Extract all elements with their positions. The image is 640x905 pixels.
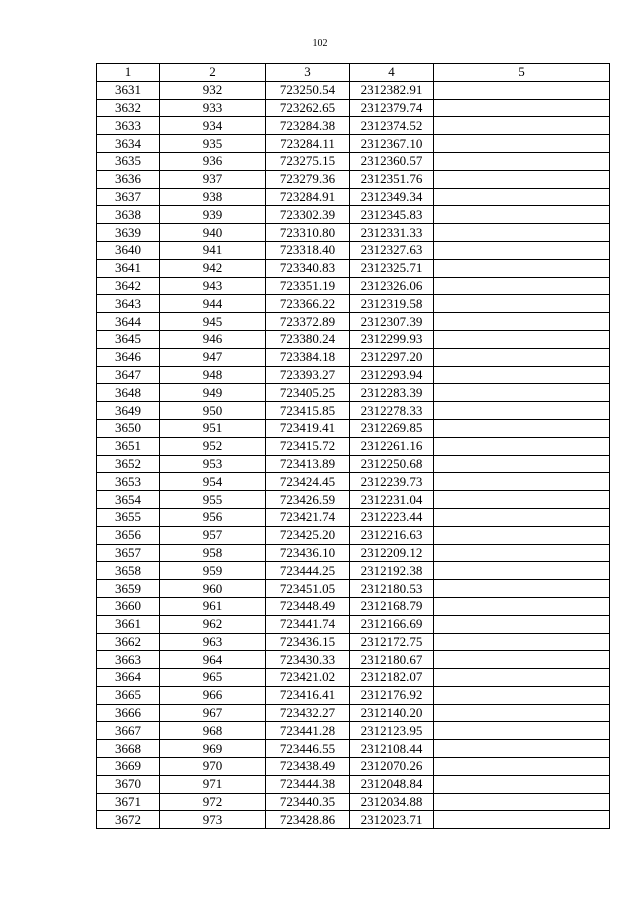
x-coordinate-cell: 723436.15 (266, 633, 350, 651)
note-cell (434, 758, 610, 776)
note-cell (434, 241, 610, 259)
x-coordinate-cell: 723441.28 (266, 722, 350, 740)
table-row (97, 188, 610, 206)
table-row (97, 330, 610, 348)
y-coordinate-cell: 2312367.10 (350, 135, 434, 153)
note-cell (434, 775, 610, 793)
table-row (97, 633, 610, 651)
row-number-cell: 3645 (97, 330, 160, 348)
y-coordinate-cell: 2312269.85 (350, 419, 434, 437)
note-cell (434, 473, 610, 491)
row-number-cell: 3660 (97, 597, 160, 615)
note-cell (434, 686, 610, 704)
point-number-cell: 945 (160, 313, 266, 331)
table-body (97, 81, 610, 828)
note-cell (434, 419, 610, 437)
x-coordinate-cell: 723419.41 (266, 419, 350, 437)
x-coordinate-cell: 723366.22 (266, 295, 350, 313)
note-cell (434, 330, 610, 348)
point-number-cell: 953 (160, 455, 266, 473)
table-row (97, 473, 610, 491)
y-coordinate-cell: 2312327.63 (350, 241, 434, 259)
note-cell (434, 793, 610, 811)
y-coordinate-cell: 2312326.06 (350, 277, 434, 295)
row-number-cell: 3639 (97, 224, 160, 242)
y-coordinate-cell: 2312307.39 (350, 313, 434, 331)
point-number-cell: 941 (160, 241, 266, 259)
point-number-cell: 943 (160, 277, 266, 295)
x-coordinate-cell: 723275.15 (266, 152, 350, 170)
y-coordinate-cell: 2312351.76 (350, 170, 434, 188)
table-row (97, 491, 610, 509)
x-coordinate-cell: 723310.80 (266, 224, 350, 242)
x-coordinate-cell: 723318.40 (266, 241, 350, 259)
table-row (97, 437, 610, 455)
point-number-cell: 944 (160, 295, 266, 313)
y-coordinate-cell: 2312250.68 (350, 455, 434, 473)
table-row (97, 580, 610, 598)
x-coordinate-cell: 723279.36 (266, 170, 350, 188)
table-row (97, 508, 610, 526)
y-coordinate-cell: 2312261.16 (350, 437, 434, 455)
row-number-cell: 3638 (97, 206, 160, 224)
x-coordinate-cell: 723302.39 (266, 206, 350, 224)
table-row (97, 793, 610, 811)
row-number-cell: 3646 (97, 348, 160, 366)
table-row (97, 206, 610, 224)
row-number-cell: 3636 (97, 170, 160, 188)
table-row (97, 704, 610, 722)
row-number-cell: 3632 (97, 99, 160, 117)
y-coordinate-cell: 2312108.44 (350, 740, 434, 758)
y-coordinate-cell: 2312166.69 (350, 615, 434, 633)
note-cell (434, 437, 610, 455)
row-number-cell: 3642 (97, 277, 160, 295)
table-row (97, 651, 610, 669)
x-coordinate-cell: 723284.38 (266, 117, 350, 135)
table-row (97, 295, 610, 313)
x-coordinate-cell: 723351.19 (266, 277, 350, 295)
point-number-cell: 949 (160, 384, 266, 402)
y-coordinate-cell: 2312283.39 (350, 384, 434, 402)
y-coordinate-cell: 2312231.04 (350, 491, 434, 509)
note-cell (434, 722, 610, 740)
table-row (97, 384, 610, 402)
note-cell (434, 740, 610, 758)
row-number-cell: 3653 (97, 473, 160, 491)
x-coordinate-cell: 723425.20 (266, 526, 350, 544)
y-coordinate-cell: 2312331.33 (350, 224, 434, 242)
y-coordinate-cell: 2312123.95 (350, 722, 434, 740)
row-number-cell: 3668 (97, 740, 160, 758)
row-number-cell: 3651 (97, 437, 160, 455)
column-header-1: 1 (97, 64, 160, 82)
note-cell (434, 544, 610, 562)
x-coordinate-cell: 723430.33 (266, 651, 350, 669)
x-coordinate-cell: 723421.74 (266, 508, 350, 526)
point-number-cell: 950 (160, 402, 266, 420)
table-row (97, 722, 610, 740)
y-coordinate-cell: 2312070.26 (350, 758, 434, 776)
column-header-5: 5 (434, 64, 610, 82)
table-row (97, 135, 610, 153)
note-cell (434, 348, 610, 366)
row-number-cell: 3672 (97, 811, 160, 829)
x-coordinate-cell: 723446.55 (266, 740, 350, 758)
y-coordinate-cell: 2312176.92 (350, 686, 434, 704)
row-number-cell: 3634 (97, 135, 160, 153)
y-coordinate-cell: 2312168.79 (350, 597, 434, 615)
row-number-cell: 3649 (97, 402, 160, 420)
x-coordinate-cell: 723436.10 (266, 544, 350, 562)
note-cell (434, 811, 610, 829)
table-row (97, 241, 610, 259)
table-row (97, 277, 610, 295)
point-number-cell: 967 (160, 704, 266, 722)
x-coordinate-cell: 723441.74 (266, 615, 350, 633)
y-coordinate-cell: 2312172.75 (350, 633, 434, 651)
y-coordinate-cell: 2312182.07 (350, 669, 434, 687)
point-number-cell: 966 (160, 686, 266, 704)
table-row (97, 775, 610, 793)
row-number-cell: 3657 (97, 544, 160, 562)
point-number-cell: 948 (160, 366, 266, 384)
table-row (97, 224, 610, 242)
note-cell (434, 455, 610, 473)
note-cell (434, 402, 610, 420)
y-coordinate-cell: 2312299.93 (350, 330, 434, 348)
point-number-cell: 951 (160, 419, 266, 437)
x-coordinate-cell: 723421.02 (266, 669, 350, 687)
point-number-cell: 965 (160, 669, 266, 687)
note-cell (434, 99, 610, 117)
y-coordinate-cell: 2312216.63 (350, 526, 434, 544)
point-number-cell: 973 (160, 811, 266, 829)
x-coordinate-cell: 723405.25 (266, 384, 350, 402)
x-coordinate-cell: 723372.89 (266, 313, 350, 331)
table-row (97, 152, 610, 170)
point-number-cell: 964 (160, 651, 266, 669)
note-cell (434, 295, 610, 313)
table-row (97, 562, 610, 580)
x-coordinate-cell: 723440.35 (266, 793, 350, 811)
note-cell (434, 188, 610, 206)
row-number-cell: 3671 (97, 793, 160, 811)
table-row (97, 455, 610, 473)
point-number-cell: 934 (160, 117, 266, 135)
table-row (97, 615, 610, 633)
y-coordinate-cell: 2312360.57 (350, 152, 434, 170)
table-row (97, 99, 610, 117)
x-coordinate-cell: 723444.25 (266, 562, 350, 580)
row-number-cell: 3656 (97, 526, 160, 544)
y-coordinate-cell: 2312023.71 (350, 811, 434, 829)
x-coordinate-cell: 723424.45 (266, 473, 350, 491)
note-cell (434, 633, 610, 651)
table-row (97, 740, 610, 758)
column-header-3: 3 (266, 64, 350, 82)
point-number-cell: 935 (160, 135, 266, 153)
y-coordinate-cell: 2312297.20 (350, 348, 434, 366)
y-coordinate-cell: 2312293.94 (350, 366, 434, 384)
table-row (97, 669, 610, 687)
table-row (97, 597, 610, 615)
table-row (97, 259, 610, 277)
y-coordinate-cell: 2312034.88 (350, 793, 434, 811)
point-number-cell: 933 (160, 99, 266, 117)
table-row (97, 758, 610, 776)
note-cell (434, 651, 610, 669)
x-coordinate-cell: 723448.49 (266, 597, 350, 615)
row-number-cell: 3666 (97, 704, 160, 722)
y-coordinate-cell: 2312278.33 (350, 402, 434, 420)
row-number-cell: 3658 (97, 562, 160, 580)
point-number-cell: 942 (160, 259, 266, 277)
row-number-cell: 3654 (97, 491, 160, 509)
point-number-cell: 946 (160, 330, 266, 348)
y-coordinate-cell: 2312180.67 (350, 651, 434, 669)
y-coordinate-cell: 2312319.58 (350, 295, 434, 313)
table-row (97, 117, 610, 135)
note-cell (434, 615, 610, 633)
row-number-cell: 3665 (97, 686, 160, 704)
row-number-cell: 3637 (97, 188, 160, 206)
table-row (97, 402, 610, 420)
point-number-cell: 961 (160, 597, 266, 615)
row-number-cell: 3640 (97, 241, 160, 259)
y-coordinate-cell: 2312209.12 (350, 544, 434, 562)
y-coordinate-cell: 2312048.84 (350, 775, 434, 793)
note-cell (434, 526, 610, 544)
x-coordinate-cell: 723284.91 (266, 188, 350, 206)
x-coordinate-cell: 723250.54 (266, 81, 350, 99)
column-header-2: 2 (160, 64, 266, 82)
row-number-cell: 3669 (97, 758, 160, 776)
table-row (97, 686, 610, 704)
note-cell (434, 206, 610, 224)
point-number-cell: 938 (160, 188, 266, 206)
x-coordinate-cell: 723416.41 (266, 686, 350, 704)
y-coordinate-cell: 2312349.34 (350, 188, 434, 206)
row-number-cell: 3664 (97, 669, 160, 687)
note-cell (434, 81, 610, 99)
point-number-cell: 968 (160, 722, 266, 740)
table-row (97, 366, 610, 384)
row-number-cell: 3667 (97, 722, 160, 740)
note-cell (434, 135, 610, 153)
table-row (97, 313, 610, 331)
x-coordinate-cell: 723415.85 (266, 402, 350, 420)
point-number-cell: 939 (160, 206, 266, 224)
point-number-cell: 947 (160, 348, 266, 366)
note-cell (434, 170, 610, 188)
point-number-cell: 962 (160, 615, 266, 633)
point-number-cell: 932 (160, 81, 266, 99)
note-cell (434, 366, 610, 384)
row-number-cell: 3663 (97, 651, 160, 669)
note-cell (434, 384, 610, 402)
x-coordinate-cell: 723426.59 (266, 491, 350, 509)
table-row (97, 419, 610, 437)
point-number-cell: 970 (160, 758, 266, 776)
row-number-cell: 3633 (97, 117, 160, 135)
row-number-cell: 3661 (97, 615, 160, 633)
y-coordinate-cell: 2312140.20 (350, 704, 434, 722)
point-number-cell: 954 (160, 473, 266, 491)
row-number-cell: 3650 (97, 419, 160, 437)
note-cell (434, 669, 610, 687)
y-coordinate-cell: 2312374.52 (350, 117, 434, 135)
note-cell (434, 117, 610, 135)
row-number-cell: 3662 (97, 633, 160, 651)
x-coordinate-cell: 723380.24 (266, 330, 350, 348)
point-number-cell: 955 (160, 491, 266, 509)
note-cell (434, 580, 610, 598)
note-cell (434, 491, 610, 509)
x-coordinate-cell: 723393.27 (266, 366, 350, 384)
y-coordinate-cell: 2312382.91 (350, 81, 434, 99)
point-number-cell: 957 (160, 526, 266, 544)
row-number-cell: 3635 (97, 152, 160, 170)
row-number-cell: 3644 (97, 313, 160, 331)
note-cell (434, 313, 610, 331)
point-number-cell: 972 (160, 793, 266, 811)
row-number-cell: 3652 (97, 455, 160, 473)
y-coordinate-cell: 2312379.74 (350, 99, 434, 117)
point-number-cell: 963 (160, 633, 266, 651)
row-number-cell: 3641 (97, 259, 160, 277)
point-number-cell: 971 (160, 775, 266, 793)
note-cell (434, 277, 610, 295)
x-coordinate-cell: 723444.38 (266, 775, 350, 793)
row-number-cell: 3659 (97, 580, 160, 598)
point-number-cell: 959 (160, 562, 266, 580)
note-cell (434, 704, 610, 722)
y-coordinate-cell: 2312180.53 (350, 580, 434, 598)
point-number-cell: 936 (160, 152, 266, 170)
row-number-cell: 3647 (97, 366, 160, 384)
x-coordinate-cell: 723340.83 (266, 259, 350, 277)
coordinates-table (96, 63, 610, 829)
point-number-cell: 960 (160, 580, 266, 598)
x-coordinate-cell: 723432.27 (266, 704, 350, 722)
table-row (97, 348, 610, 366)
y-coordinate-cell: 2312239.73 (350, 473, 434, 491)
point-number-cell: 958 (160, 544, 266, 562)
x-coordinate-cell: 723438.49 (266, 758, 350, 776)
y-coordinate-cell: 2312192.38 (350, 562, 434, 580)
note-cell (434, 508, 610, 526)
table-row (97, 170, 610, 188)
note-cell (434, 224, 610, 242)
table-row (97, 544, 610, 562)
table-row (97, 81, 610, 99)
row-number-cell: 3643 (97, 295, 160, 313)
x-coordinate-cell: 723451.05 (266, 580, 350, 598)
row-number-cell: 3648 (97, 384, 160, 402)
x-coordinate-cell: 723413.89 (266, 455, 350, 473)
y-coordinate-cell: 2312345.83 (350, 206, 434, 224)
note-cell (434, 597, 610, 615)
y-coordinate-cell: 2312223.44 (350, 508, 434, 526)
x-coordinate-cell: 723384.18 (266, 348, 350, 366)
point-number-cell: 952 (160, 437, 266, 455)
table-row (97, 811, 610, 829)
point-number-cell: 937 (160, 170, 266, 188)
table-row (97, 526, 610, 544)
y-coordinate-cell: 2312325.71 (350, 259, 434, 277)
column-header-4: 4 (350, 64, 434, 82)
point-number-cell: 956 (160, 508, 266, 526)
row-number-cell: 3655 (97, 508, 160, 526)
table-header-row (97, 64, 610, 82)
x-coordinate-cell: 723262.65 (266, 99, 350, 117)
x-coordinate-cell: 723415.72 (266, 437, 350, 455)
page-number: 102 (312, 38, 328, 49)
x-coordinate-cell: 723284.11 (266, 135, 350, 153)
row-number-cell: 3670 (97, 775, 160, 793)
point-number-cell: 969 (160, 740, 266, 758)
note-cell (434, 259, 610, 277)
note-cell (434, 562, 610, 580)
row-number-cell: 3631 (97, 81, 160, 99)
note-cell (434, 152, 610, 170)
point-number-cell: 940 (160, 224, 266, 242)
x-coordinate-cell: 723428.86 (266, 811, 350, 829)
